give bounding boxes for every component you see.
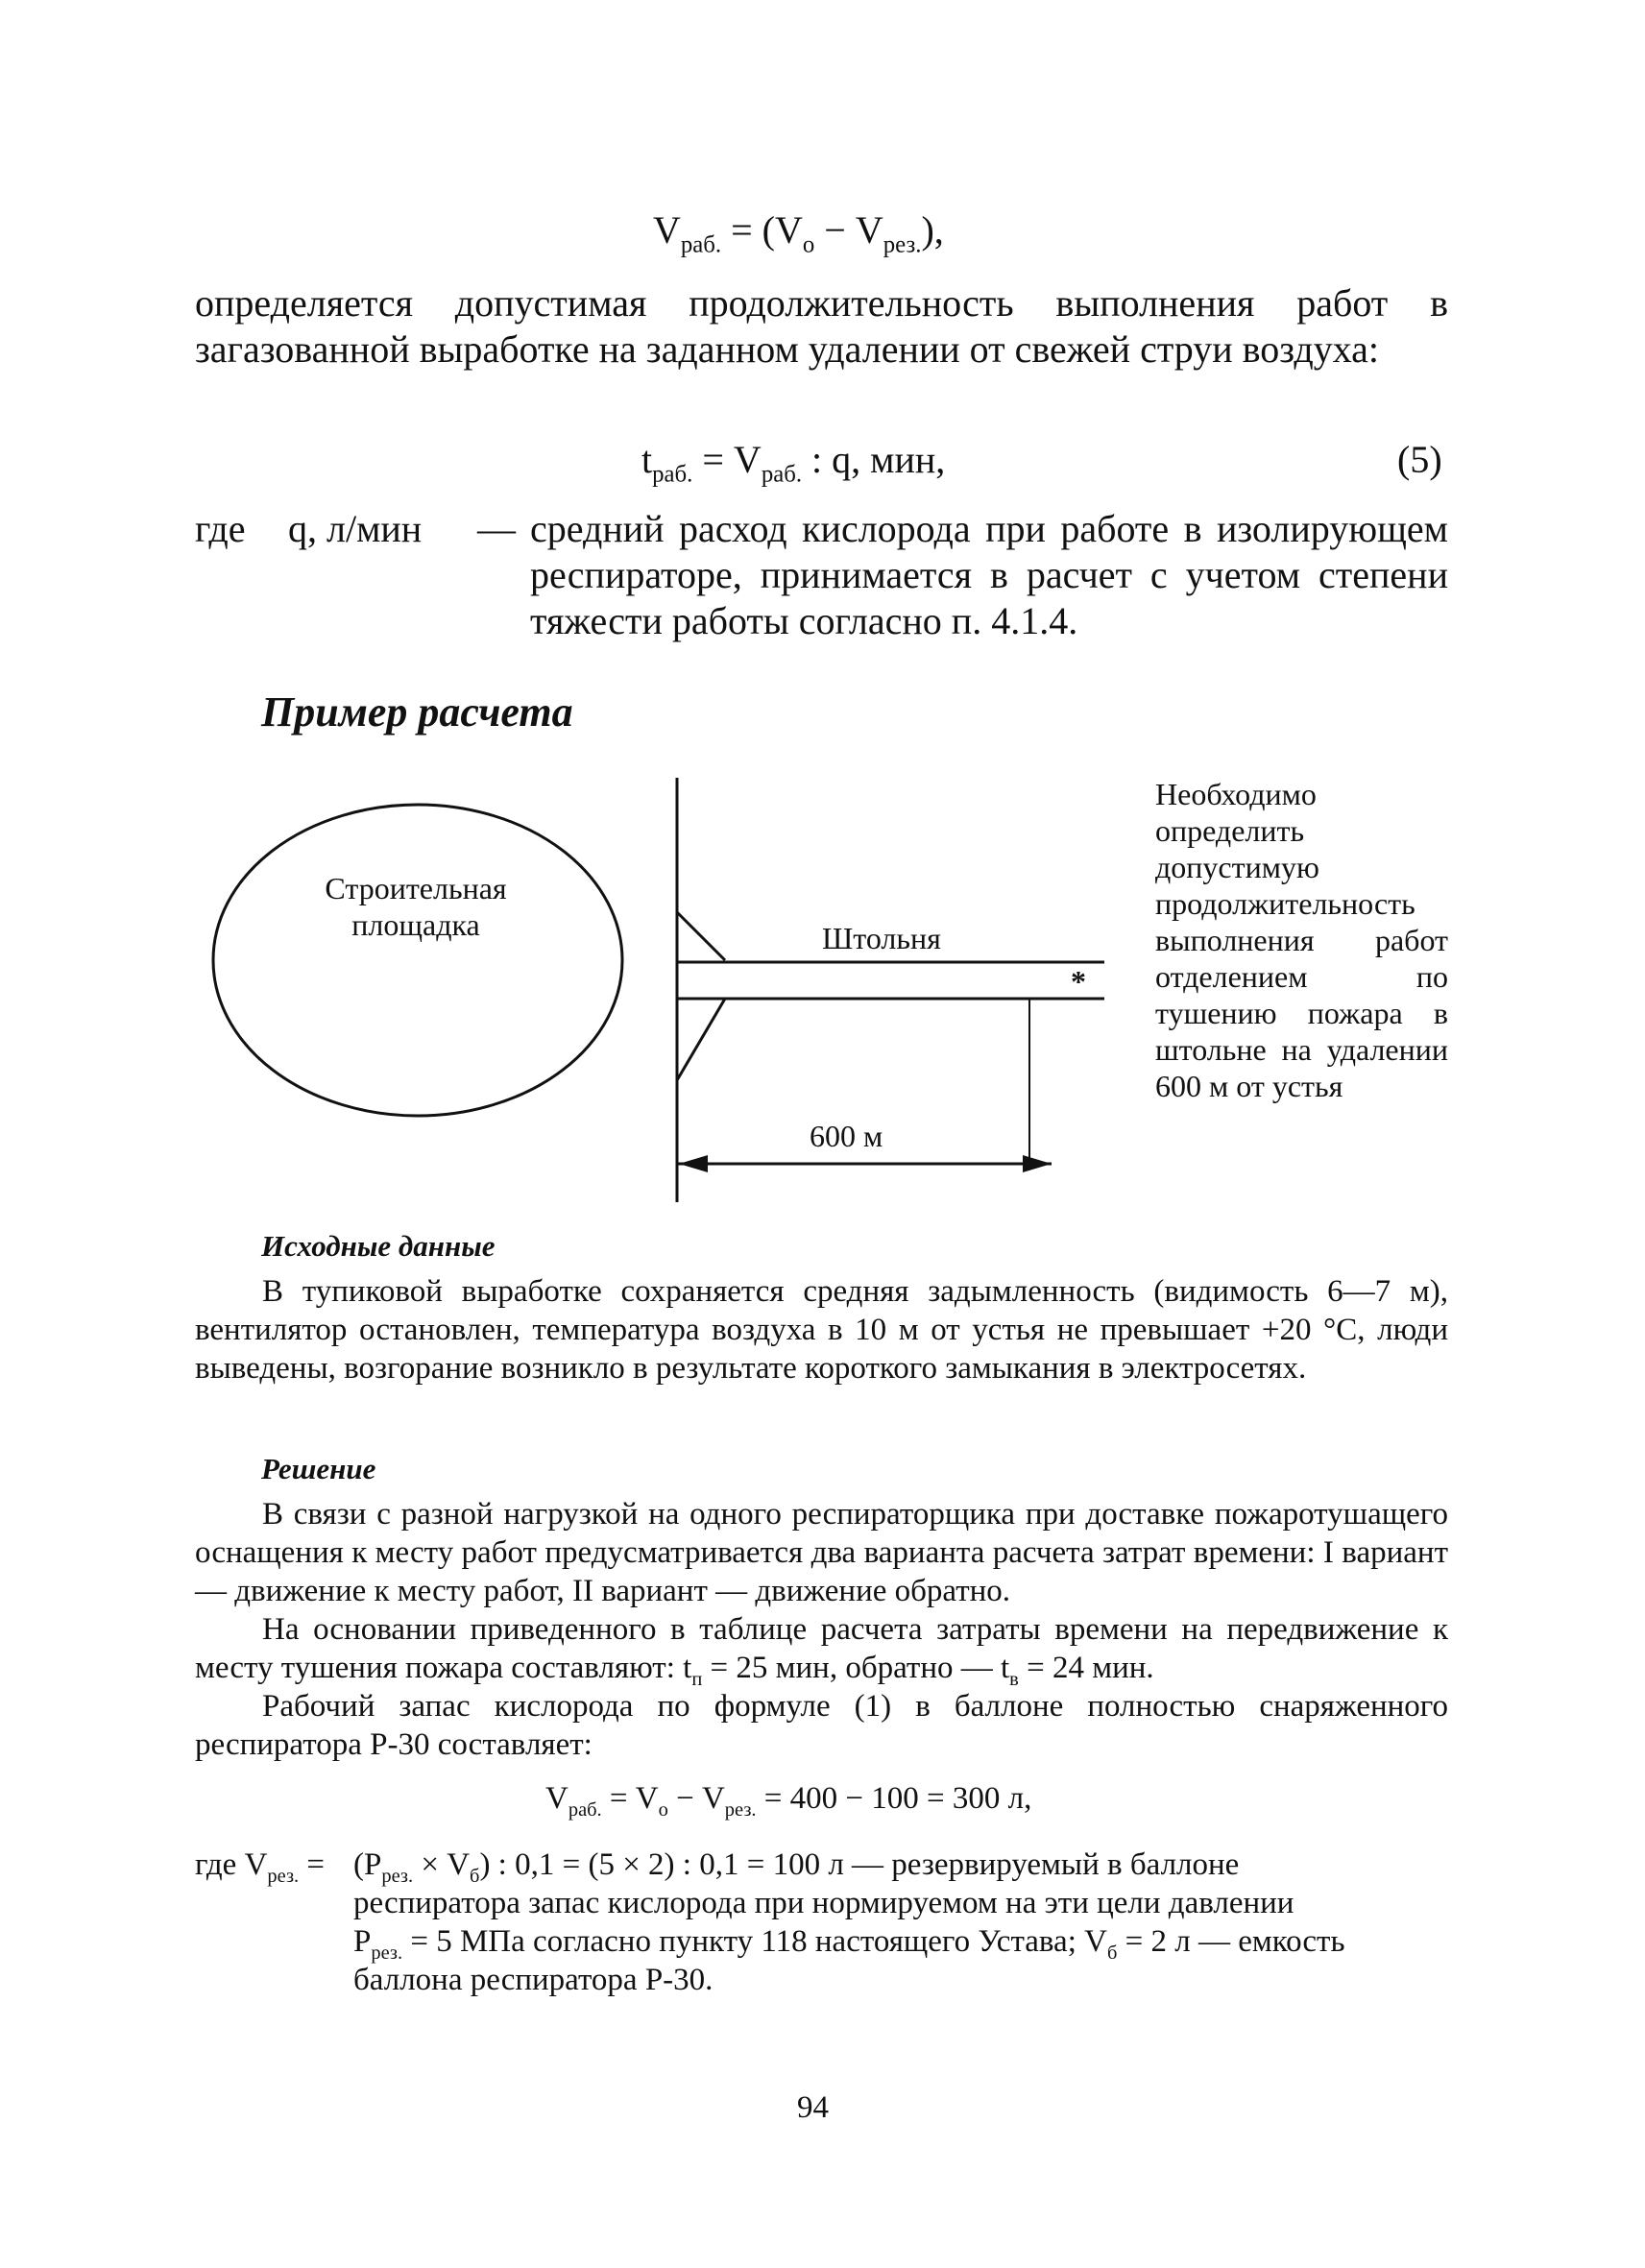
tunnel-diagram xyxy=(192,768,1104,1219)
where-definition: средний расход кислорода при работе в изолирующем респираторе, принимается в расчет с учетом степени тяжести работы согласно п. 4.1.4. xyxy=(530,507,1448,642)
formula-calc: $V_{раб.} = V_о - V_{рез.} = 400 - 100 = 300$ л, xyxy=(545,1781,1032,1821)
where2-label: где $V_{рез.}$ = xyxy=(195,1847,326,1887)
formula-working-volume: $V_{раб.} = (V_о - V_{рез.})$, xyxy=(653,208,944,258)
distance-label: 600 м xyxy=(810,1119,883,1153)
initial-data-heading: Исходные данные xyxy=(261,1229,496,1263)
intro-paragraph: определяется допустимая продолжительность выполнения работ в загазованной выработке на заданном удалении от свежей струи воздуха: xyxy=(195,281,1448,371)
formula-5: $t_{раб.} = V_{раб.}$ : q, мин, xyxy=(641,438,946,488)
arrow-right-icon xyxy=(1023,1155,1052,1172)
example-heading: Пример расчета xyxy=(261,688,573,736)
portal-upper-wing xyxy=(677,912,725,960)
tunnel-label: Штольня xyxy=(822,921,941,955)
where-dash: — xyxy=(477,507,516,550)
solution-para-2: На основании приведенного в таблице расчета затраты времени на передвижение к месту тушения пожара составляют: $t_п = 25$ мин, обратно — $t_в = 24$ мин. xyxy=(195,1612,1448,1690)
solution-para-1: В связи с разной нагрузкой на одного респираторщика при доставке пожаротушащего оснащения к месту работ предусматривается два варианта расчета затрат времени: I вариант — движение к месту работ, II вариант — движение обратно. xyxy=(195,1497,1448,1608)
where-term: q, л/мин xyxy=(288,507,423,550)
ellipse-label: Строительная площадка xyxy=(325,871,507,942)
fire-marker: * xyxy=(1071,964,1086,999)
page-number: 94 xyxy=(797,2090,829,2125)
formula-number: (5) xyxy=(1397,438,1442,481)
arrow-left-icon xyxy=(679,1155,708,1172)
where2-definition: $(P_{рез.} \times V_б)$ : 0,1 = (5 × 2) : 0,1 = 100 л — резервируемый в баллоне респиратора запас кислорода при нормируемом на эти цели давлении $P_{рез.} = 5$ МПа согласно пункту 118 настоящего Устава; $V_б = 2$ л — емкость баллона респиратора Р-30. xyxy=(353,1847,1345,1997)
portal-lower-wing xyxy=(677,999,725,1080)
initial-data-text: В тупиковой выработке сохраняется средняя задымленность (видимость 6—7 м), вентилятор остановлен, температура воздуха в 10 м от устья не превышает +20 °С, люди выведены, возгорание возникло в результате короткого замыкания в электросетях. xyxy=(195,1274,1448,1386)
solution-para-3: Рабочий запас кислорода по формуле (1) в баллоне полностью снаряженного респиратора Р-30 составляет: xyxy=(195,1689,1448,1762)
where-label: где xyxy=(195,507,246,550)
diagram-note: Необходимо определить допустимую продолжительность выполнения работ отделением по тушению пожара в штольне на удалении 600 м от устья xyxy=(1155,777,1448,1103)
construction-site-ellipse xyxy=(213,805,622,1116)
solution-heading: Решение xyxy=(261,1452,376,1485)
